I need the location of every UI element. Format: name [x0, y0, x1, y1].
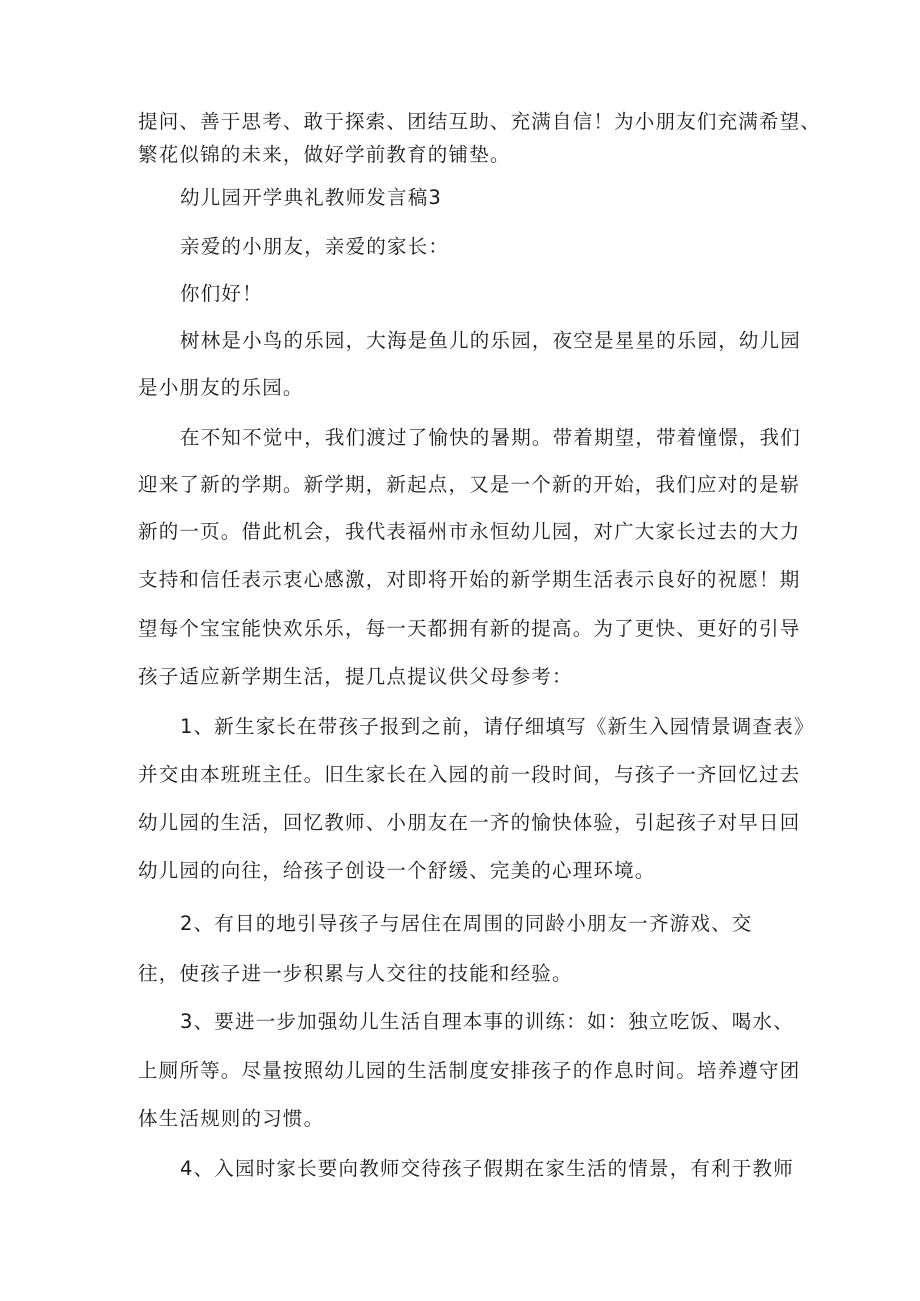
- greeting: 亲爱的小朋友，亲爱的家长：: [180, 235, 450, 258]
- list-item-4: 4、入园时家长要向教师交待孩子假期在家生活的情景，有利于教师: [180, 1157, 794, 1180]
- text-line: 幼儿园的生活，回忆教师、小朋友在一齐的愉快体验，引起孩子对早日回: [138, 811, 801, 834]
- text-line: 树林是小鸟的乐园，大海是鱼儿的乐园，夜空是星星的乐园，幼儿园: [180, 329, 802, 352]
- list-item-3: 3、要进一步加强幼儿生活自理本事的训练：如：独立吃饭、喝水、: [180, 1010, 794, 1033]
- text-line: 往，使孩子进一步积累与人交往的技能和经验。: [138, 962, 573, 985]
- text-line: 上厕所等。尽量按照幼儿园的生活制度安排孩子的作息时间。培养遵守团: [138, 1059, 801, 1082]
- section-title: 幼儿园开学典礼教师发言稿3: [180, 186, 443, 209]
- text-line: 体生活规则的习惯。: [138, 1107, 325, 1130]
- text-line: 幼儿园的向往，给孩子创设一个舒缓、完美的心理环境。: [138, 859, 656, 882]
- text-line: 迎来了新的学期。新学期，新起点，又是一个新的开始，我们应对的是崭: [138, 473, 801, 496]
- text-line: 繁花似锦的未来，做好学前教育的铺垫。: [138, 143, 511, 166]
- text-line: 在不知不觉中，我们渡过了愉快的暑期。带着期望，带着憧憬，我们: [180, 426, 802, 449]
- text-line: 望每个宝宝能快欢乐乐，每一天都拥有新的提高。为了更快、更好的引导: [138, 617, 801, 640]
- text-line: 新的一页。借此机会，我代表福州市永恒幼儿园，对广大家长过去的大力: [138, 520, 801, 543]
- text-line: 并交由本班班主任。旧生家长在入园的前一段时间，与孩子一齐回忆过去: [138, 763, 801, 786]
- greeting-hello: 你们好！: [180, 282, 263, 305]
- list-item-1: 1、新生家长在带孩子报到之前，请仔细填写《新生入园情景调查表》: [180, 715, 815, 738]
- text-line: 是小朋友的乐园。: [138, 376, 304, 399]
- text-line: 提问、善于思考、敢于探索、团结互助、充满自信！为小朋友们充满希望、: [138, 110, 822, 133]
- text-line: 支持和信任表示衷心感激，对即将开始的新学期生活表示良好的祝愿！期: [138, 568, 801, 591]
- list-item-2: 2、有目的地引导孩子与居住在周围的同龄小朋友一齐游戏、交: [180, 912, 753, 935]
- text-line: 孩子适应新学期生活，提几点提议供父母参考：: [138, 665, 573, 688]
